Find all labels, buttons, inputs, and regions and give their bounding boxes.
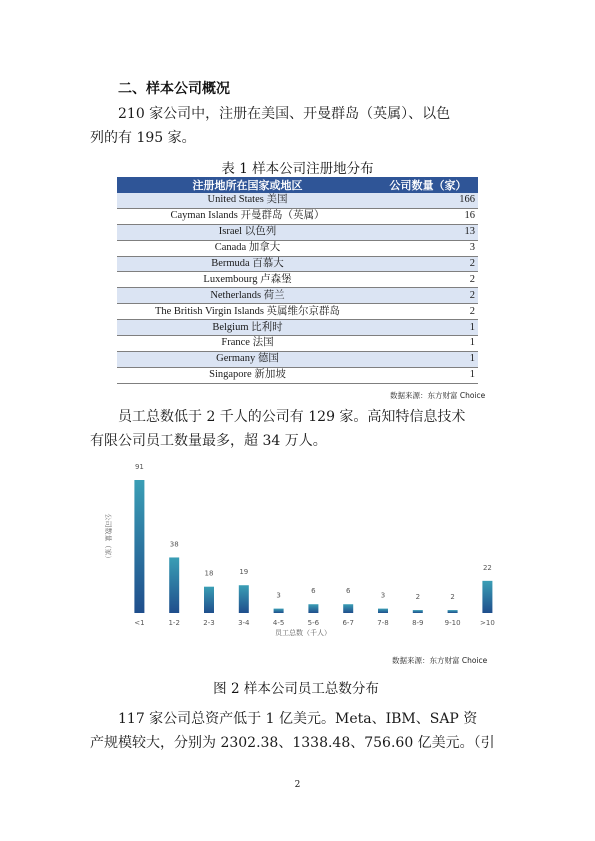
region-cell: Bermuda 百慕大 bbox=[117, 256, 378, 272]
data-label: 18 bbox=[204, 569, 214, 578]
count-cell: 1 bbox=[378, 336, 478, 352]
assets-paragraph bbox=[90, 707, 510, 755]
bar-2-3 bbox=[204, 587, 214, 613]
table-row bbox=[117, 193, 478, 208]
column-header: 公司数量（家） bbox=[378, 177, 478, 193]
data-label: 19 bbox=[239, 568, 249, 577]
section-heading: 二、样本公司概况 bbox=[118, 81, 230, 97]
count-cell: 1 bbox=[378, 367, 478, 383]
bar-1-2 bbox=[169, 557, 179, 613]
data-label: 2 bbox=[415, 593, 421, 602]
data-label: 3 bbox=[276, 591, 281, 600]
table-row bbox=[117, 208, 478, 224]
figure-caption: 图 2 样本公司员工总数分布 bbox=[213, 681, 379, 697]
employee-paragraph bbox=[90, 405, 510, 453]
bar-8-9 bbox=[413, 610, 423, 613]
page-number: 2 bbox=[294, 780, 301, 790]
table-body bbox=[117, 193, 478, 383]
bar-9-10 bbox=[448, 610, 458, 613]
table-row bbox=[117, 224, 478, 240]
count-cell: 2 bbox=[378, 272, 478, 288]
bar-<1 bbox=[134, 480, 144, 613]
count-cell: 13 bbox=[378, 224, 478, 240]
bar-3-4 bbox=[239, 585, 249, 613]
count-cell: 16 bbox=[378, 208, 478, 224]
region-cell: The British Virgin Islands 英属维尔京群岛 bbox=[117, 304, 378, 320]
table-row bbox=[117, 288, 478, 304]
region-cell: Netherlands 荷兰 bbox=[117, 288, 378, 304]
x-tick-label: 7-8 bbox=[377, 619, 389, 627]
data-label: 3 bbox=[380, 591, 386, 600]
table-header-row bbox=[117, 177, 478, 193]
table-row bbox=[117, 351, 478, 367]
data-label: 38 bbox=[169, 540, 179, 549]
count-cell: 166 bbox=[378, 193, 478, 208]
x-axis-label: 员工总数（千人） bbox=[275, 629, 331, 637]
employee-distribution-chart bbox=[96, 460, 506, 640]
table-row bbox=[117, 256, 478, 272]
paragraph-line: 列的有 195 家。 bbox=[90, 130, 196, 146]
bar-5-6 bbox=[308, 604, 318, 613]
region-cell: Canada 加拿大 bbox=[117, 240, 378, 256]
data-label: 2 bbox=[450, 593, 455, 602]
data-label: 6 bbox=[311, 587, 316, 596]
region-cell: United States 美国 bbox=[117, 193, 378, 208]
region-cell: Belgium 比利时 bbox=[117, 320, 378, 336]
count-cell: 3 bbox=[378, 240, 478, 256]
table-source-note: 数据来源：东方财富 Choice bbox=[390, 391, 486, 400]
intro-paragraph bbox=[90, 102, 510, 150]
x-tick-label: 2-3 bbox=[203, 619, 215, 627]
table-row bbox=[117, 272, 478, 288]
data-label: 22 bbox=[482, 563, 492, 572]
region-cell: Luxembourg 卢森堡 bbox=[117, 272, 378, 288]
count-cell: 1 bbox=[378, 351, 478, 367]
paragraph-line: 员工总数低于 2 千人的公司有 129 家。高知特信息技术 bbox=[118, 409, 466, 425]
bar->10 bbox=[482, 581, 492, 613]
bar-4-5 bbox=[274, 609, 284, 613]
region-cell: Israel 以色列 bbox=[117, 224, 378, 240]
paragraph-line: 117 家公司总资产低于 1 亿美元。Meta、IBM、SAP 资 bbox=[118, 711, 478, 727]
table-caption: 表 1 样本公司注册地分布 bbox=[221, 161, 374, 177]
region-cell: Cayman Islands 开曼群岛（英属） bbox=[117, 208, 378, 224]
count-cell: 1 bbox=[378, 320, 478, 336]
x-tick-label: 8-9 bbox=[412, 619, 424, 627]
table-row bbox=[117, 240, 478, 256]
bar-6-7 bbox=[343, 604, 353, 613]
registration-table bbox=[117, 177, 478, 384]
y-axis-label: 公司数量（家） bbox=[104, 513, 112, 563]
x-tick-label: 9-10 bbox=[444, 619, 461, 627]
count-cell: 2 bbox=[378, 288, 478, 304]
paragraph-line: 210 家公司中，注册在美国、开曼群岛（英属）、以色 bbox=[118, 106, 451, 122]
paragraph-line: 产规模较大，分别为 2302.38、1338.48、756.60 亿美元。（引 bbox=[90, 735, 495, 751]
x-tick-label: 4-5 bbox=[272, 619, 285, 627]
region-cell: France 法国 bbox=[117, 336, 378, 352]
table-row bbox=[117, 367, 478, 383]
x-tick-label: 5-6 bbox=[307, 619, 320, 627]
bar-7-8 bbox=[378, 609, 388, 613]
figure-source-note: 数据来源：东方财富 Choice bbox=[392, 656, 488, 665]
data-label: 91 bbox=[134, 463, 144, 471]
region-cell: Singapore 新加坡 bbox=[117, 367, 378, 383]
table-row bbox=[117, 336, 478, 352]
x-tick-label: >10 bbox=[480, 619, 495, 627]
table-row bbox=[117, 320, 478, 336]
x-tick-label: 1-2 bbox=[168, 619, 180, 627]
region-cell: Germany 德国 bbox=[117, 351, 378, 367]
column-header: 注册地所在国家或地区 bbox=[117, 177, 378, 193]
data-label: 6 bbox=[345, 587, 351, 596]
x-tick-label: <1 bbox=[134, 619, 145, 627]
x-tick-label: 3-4 bbox=[238, 619, 250, 627]
x-tick-label: 6-7 bbox=[342, 619, 354, 627]
paragraph-line: 有限公司员工数量最多，超 34 万人。 bbox=[90, 433, 327, 449]
table-row bbox=[117, 304, 478, 320]
count-cell: 2 bbox=[378, 304, 478, 320]
count-cell: 2 bbox=[378, 256, 478, 272]
